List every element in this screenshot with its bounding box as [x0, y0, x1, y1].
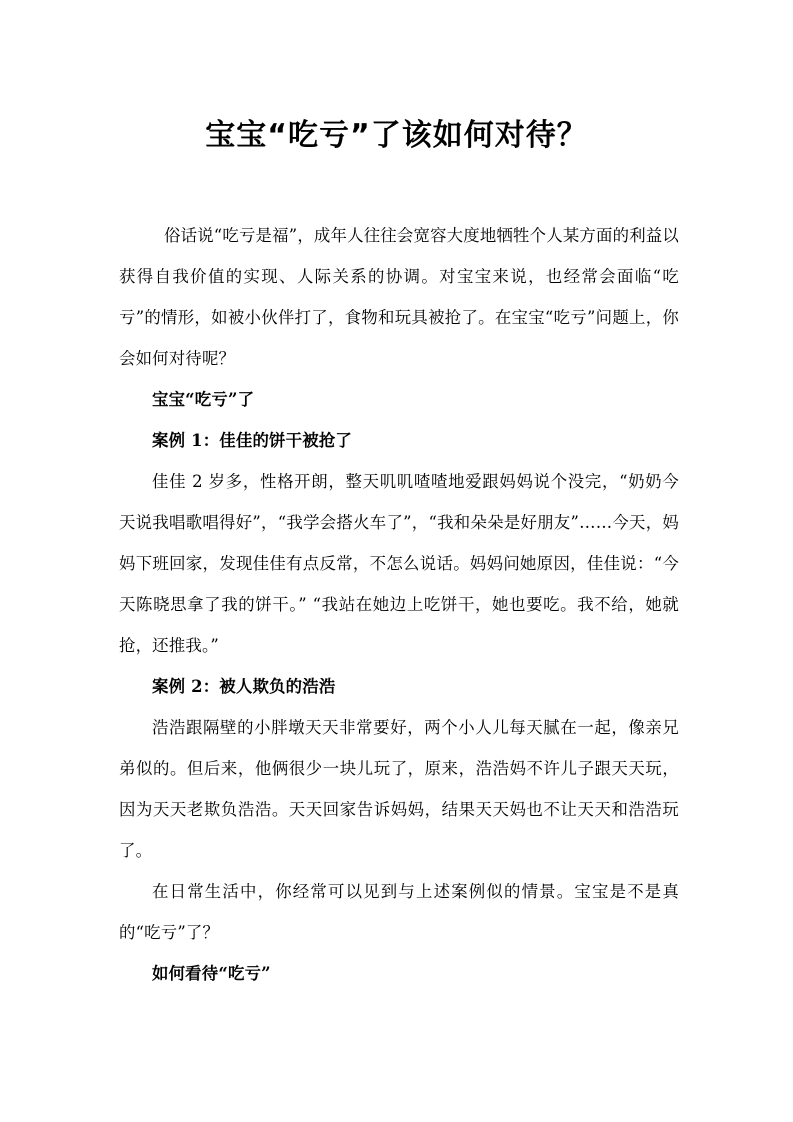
- summary-paragraph: 在日常生活中，你经常可以见到与上述案例似的情景。宝宝是不是真的“吃亏”了？: [119, 882, 679, 942]
- case1-heading: 案例 1：佳佳的饼干被抢了: [152, 431, 353, 450]
- case2-paragraph: 浩浩跟隔壁的小胖墩天天非常要好，两个小人儿每天腻在一起，像亲兄弟似的。但后来，他俩很少一块儿玩了，原来，浩浩妈不许儿子跟天天玩，因为天天老欺负浩浩。天天回家告诉妈妈，结果天天妈也不让天天和浩浩玩了。: [119, 718, 679, 860]
- section-heading-chikui: 宝宝“吃亏”了: [152, 390, 255, 409]
- intro-paragraph: 俗话说“吃亏是福”，成年人往往会宽容大度地牺牲个人某方面的利益以获得自我价值的实现、人际关系的协调。对宝宝来说，也经常会面临“吃亏”的情形，如被小伙伴打了，食物和玩具被抢了。在宝宝“吃亏”问题上，你会如何对待呢？: [119, 226, 679, 368]
- case2-heading: 案例 2：被人欺负的浩浩: [152, 677, 336, 696]
- section-heading-how-to-view: 如何看待“吃亏”: [152, 964, 271, 983]
- document-body: [119, 215, 679, 994]
- case1-paragraph: 佳佳 2 岁多，性格开朗，整天叽叽喳喳地爱跟妈妈说个没完，“奶奶今天说我唱歌唱得好”，“我学会搭火车了”，“我和朵朵是好朋友”……今天，妈妈下班回家，发现佳佳有点反常，不怎么说话。妈妈问她原因，佳佳说：“今天陈晓思拿了我的饼干。” “我站在她边上吃饼干，她也要吃。我不给，她就抢，还推我。”: [119, 472, 679, 655]
- document-title: 宝宝“吃亏”了该如何对待？: [205, 118, 588, 153]
